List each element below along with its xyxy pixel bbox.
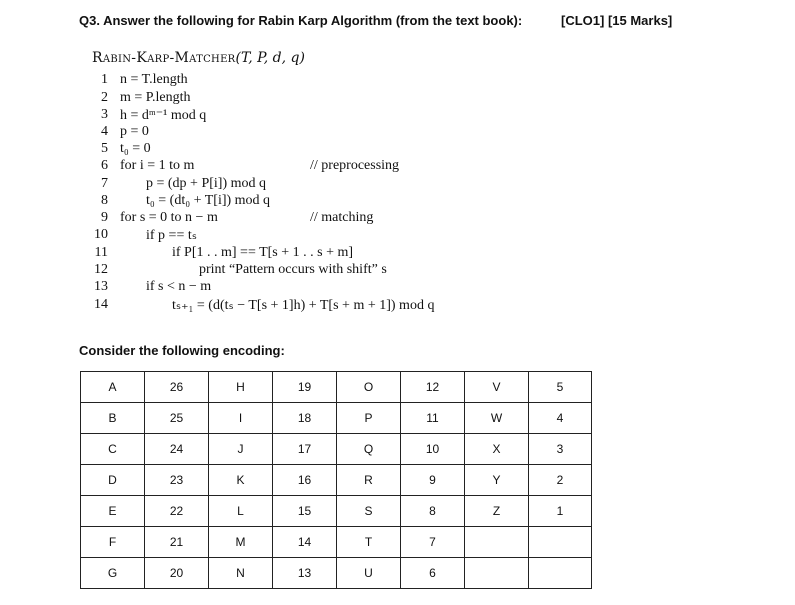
- letter-cell: D: [81, 465, 145, 496]
- letter-cell: I: [209, 403, 273, 434]
- code-value-cell: 11: [401, 403, 465, 434]
- letter-cell: R: [337, 465, 401, 496]
- code-text: print “Pattern occurs with shift” s: [199, 262, 387, 277]
- code-value-cell: 21: [145, 527, 209, 558]
- code-comment: // preprocessing: [310, 158, 400, 173]
- code-text: tₛ₊₁ = (d(tₛ − T[s + 1]h) + T[s + m + 1]) mod q: [172, 298, 435, 313]
- table-row: [81, 527, 592, 558]
- code-value-cell: [529, 527, 592, 558]
- letter-cell: M: [209, 527, 273, 558]
- code-text: t₀ = (dt₀ + T[i]) mod q: [146, 193, 271, 208]
- code-value-cell: 7: [401, 527, 465, 558]
- letter-cell: S: [337, 496, 401, 527]
- code-text: n = T.length: [120, 72, 188, 87]
- code-value-cell: 12: [401, 372, 465, 403]
- table-row: [81, 558, 592, 589]
- code-text: p = (dp + P[i]) mod q: [146, 176, 267, 191]
- code-value-cell: 3: [529, 434, 592, 465]
- table-row: [81, 372, 592, 403]
- code-value-cell: 6: [401, 558, 465, 589]
- algorithm-args: (T, P, d, q): [235, 50, 305, 66]
- letter-cell: V: [465, 372, 529, 403]
- letter-cell: T: [337, 527, 401, 558]
- table-row: [81, 496, 592, 527]
- letter-cell: K: [209, 465, 273, 496]
- letter-cell: Y: [465, 465, 529, 496]
- code-text: for s = 0 to n − m: [120, 210, 218, 225]
- code-value-cell: 20: [145, 558, 209, 589]
- code-comment: // matching: [310, 210, 374, 225]
- code-text: if p == tₛ: [146, 228, 197, 243]
- letter-cell: U: [337, 558, 401, 589]
- code-text: p = 0: [120, 124, 149, 139]
- code-text: if s < n − m: [146, 279, 212, 294]
- code-value-cell: 25: [145, 403, 209, 434]
- letter-cell: P: [337, 403, 401, 434]
- letter-cell: L: [209, 496, 273, 527]
- code-value-cell: 16: [273, 465, 337, 496]
- code-value-cell: 17: [273, 434, 337, 465]
- code-value-cell: 2: [529, 465, 592, 496]
- code-value-cell: 8: [401, 496, 465, 527]
- line-number: 3: [101, 107, 108, 122]
- line-number: 8: [101, 193, 108, 208]
- table-row: [81, 403, 592, 434]
- code-text: t₀ = 0: [120, 141, 151, 156]
- code-value-cell: 15: [273, 496, 337, 527]
- code-value-cell: 10: [401, 434, 465, 465]
- code-value-cell: 14: [273, 527, 337, 558]
- code-value-cell: 9: [401, 465, 465, 496]
- letter-cell: E: [81, 496, 145, 527]
- letter-cell: [465, 527, 529, 558]
- line-number: 10: [94, 227, 108, 242]
- line-number: 6: [101, 158, 108, 173]
- code-value-cell: 19: [273, 372, 337, 403]
- line-number: 2: [101, 90, 108, 105]
- code-value-cell: 13: [273, 558, 337, 589]
- letter-cell: X: [465, 434, 529, 465]
- code-value-cell: 5: [529, 372, 592, 403]
- code-value-cell: 22: [145, 496, 209, 527]
- marks-label: [CLO1] [15 Marks]: [561, 13, 673, 28]
- code-value-cell: 26: [145, 372, 209, 403]
- letter-cell: A: [81, 372, 145, 403]
- line-number: 14: [94, 297, 108, 312]
- line-number: 12: [94, 262, 108, 277]
- code-text: for i = 1 to m: [120, 158, 195, 173]
- letter-cell: H: [209, 372, 273, 403]
- letter-cell: G: [81, 558, 145, 589]
- letter-cell: [465, 558, 529, 589]
- line-number: 4: [101, 124, 108, 139]
- line-number: 9: [101, 210, 108, 225]
- letter-cell: Z: [465, 496, 529, 527]
- algorithm-name: Rabin-Karp-Matcher: [92, 50, 236, 66]
- code-value-cell: 4: [529, 403, 592, 434]
- letter-cell: O: [337, 372, 401, 403]
- table-row: [81, 465, 592, 496]
- table-row: [81, 434, 592, 465]
- line-number: 5: [101, 141, 108, 156]
- letter-cell: J: [209, 434, 273, 465]
- letter-cell: W: [465, 403, 529, 434]
- letter-cell: C: [81, 434, 145, 465]
- letter-cell: N: [209, 558, 273, 589]
- line-number: 1: [101, 72, 108, 87]
- code-value-cell: 23: [145, 465, 209, 496]
- line-number: 7: [101, 176, 108, 191]
- letter-cell: F: [81, 527, 145, 558]
- question-title: Q3. Answer the following for Rabin Karp Algorithm (from the text book):: [79, 13, 523, 28]
- encoding-table: [80, 371, 592, 589]
- code-text: m = P.length: [120, 90, 191, 105]
- code-value-cell: [529, 558, 592, 589]
- code-text: if P[1 . . m] == T[s + 1 . . s + m]: [172, 245, 354, 260]
- encoding-heading: Consider the following encoding:: [79, 343, 285, 358]
- code-value-cell: 24: [145, 434, 209, 465]
- algorithm-title: [92, 50, 305, 66]
- line-number: 11: [94, 245, 108, 260]
- code-value-cell: 1: [529, 496, 592, 527]
- line-number: 13: [94, 279, 108, 294]
- code-value-cell: 18: [273, 403, 337, 434]
- letter-cell: B: [81, 403, 145, 434]
- code-text: h = dᵐ⁻¹ mod q: [120, 108, 207, 123]
- letter-cell: Q: [337, 434, 401, 465]
